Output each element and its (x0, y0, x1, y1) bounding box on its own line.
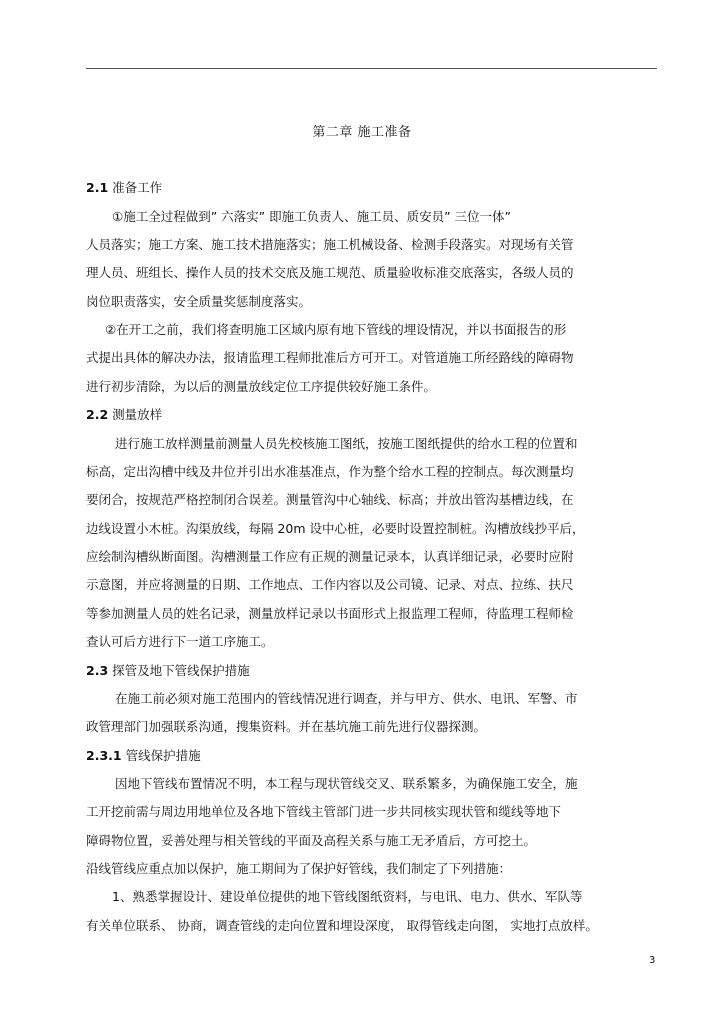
paragraph-line: 示意图，并应将测量的日期、工作地点、工作内容以及公司镜、记录、对点、拉练、扶尺 (86, 577, 574, 592)
chapter-title: 第二章 施工准备 (312, 125, 412, 140)
paragraph-line: 有关单位联系、 协商，调查管线的走向位置和埋设深度， 取得管线走向图， 实地打点放样。 (86, 918, 598, 933)
paragraph-line: 等参加测量人员的姓名记录，测量放样记录以书面形式上报监理工程师，待监理工程师检 (86, 606, 574, 621)
paragraph-line: 障碍物位置，妥善处理与相关管线的平面及高程关系与施工无矛盾后，方可挖土。 (86, 833, 537, 848)
section-heading-2-2 (86, 406, 666, 424)
paragraph-line: 查认可后方进行下一道工序施工。 (86, 634, 274, 649)
section-title: 探管及地下管线保护措施 (112, 663, 250, 678)
section-number: 2.3.1 (86, 748, 122, 763)
paragraph-line: ①施工全过程做到” 六落实” 即施工负责人、施工员、质安员” 三位一体” (112, 209, 512, 224)
paragraph-line: 进行初步清除，为以后的测量放线定位工序提供较好施工条件。 (86, 379, 437, 394)
paragraph-line: ②在开工之前，我们将查明施工区域内原有地下管线的埋设情况，并以书面报告的形 (105, 322, 567, 337)
section-heading-2-3 (86, 662, 666, 680)
paragraph-line: 因地下管线布置情况不明，本工程与现状管线交叉、联系繁多，为确保施工安全，施 (115, 776, 578, 791)
paragraph-line: 在施工前必须对施工范围内的管线情况进行调查，并与甲方、供水、电讯、军警、市 (115, 691, 578, 706)
paragraph-line: 沿线管线应重点加以保护，施工期间为了保护好管线，我们制定了下列措施： (86, 861, 512, 876)
section-heading-2-3-1 (86, 747, 666, 765)
paragraph-line: 应绘制沟槽纵断面图。沟槽测量工作应有正规的测量记录本，认真详细记录，必要时应附 (86, 549, 574, 564)
section-number: 2.1 (86, 180, 109, 195)
page-number: 3 (649, 955, 656, 966)
section-title: 测量放样 (112, 407, 163, 422)
paragraph-line: 理人员、班组长、操作人员的技术交底及施工规范、质量验收标准交底落实，各级人员的 (86, 265, 574, 280)
section-heading-2-1 (86, 179, 666, 197)
paragraph-line: 标高，定出沟槽中线及井位并引出水准基准点，作为整个给水工程的控制点。每次测量均 (86, 464, 574, 479)
paragraph-line: 工开挖前需与周边用地单位及各地下管线主管部门进一步共同核实现状管和缆线等地下 (86, 804, 562, 819)
paragraph-line: 人员落实；施工方案、施工技术措施落实；施工机械设备、检测手段落实。对现场有关管 (86, 237, 574, 252)
paragraph-line: 进行施工放样测量前测量人员先校核施工图纸，按施工图纸提供的给水工程的位置和 (115, 436, 578, 451)
paragraph-line: 岗位职责落实，安全质量奖惩制度落实。 (86, 294, 312, 309)
section-number: 2.3 (86, 663, 109, 678)
section-number: 2.2 (86, 407, 109, 422)
paragraph-line: 1、熟悉掌握设计、建设单位提供的地下管线图纸资料，与电讯、电力、供水、军队等 (112, 889, 583, 904)
section-title: 准备工作 (112, 180, 163, 195)
paragraph-line: 边线设置小木桩。沟渠放线，每隔 20m 设中心桩，必要时设置控制桩。沟槽放线抄平后， (86, 521, 585, 536)
section-title: 管线保护措施 (125, 748, 201, 763)
paragraph-line: 要闭合，按规范严格控制闭合误差。测量管沟中心轴线、标高；并放出管沟基槽边线，在 (86, 492, 574, 507)
paragraph-line: 政管理部门加强联系沟通，搜集资料。并在基坑施工前先进行仪器探测。 (86, 719, 487, 734)
header-rule (86, 68, 657, 69)
paragraph-line: 式提出具体的解决办法，报请监理工程师批准后方可开工。对管道施工所经路线的障碍物 (86, 350, 574, 365)
